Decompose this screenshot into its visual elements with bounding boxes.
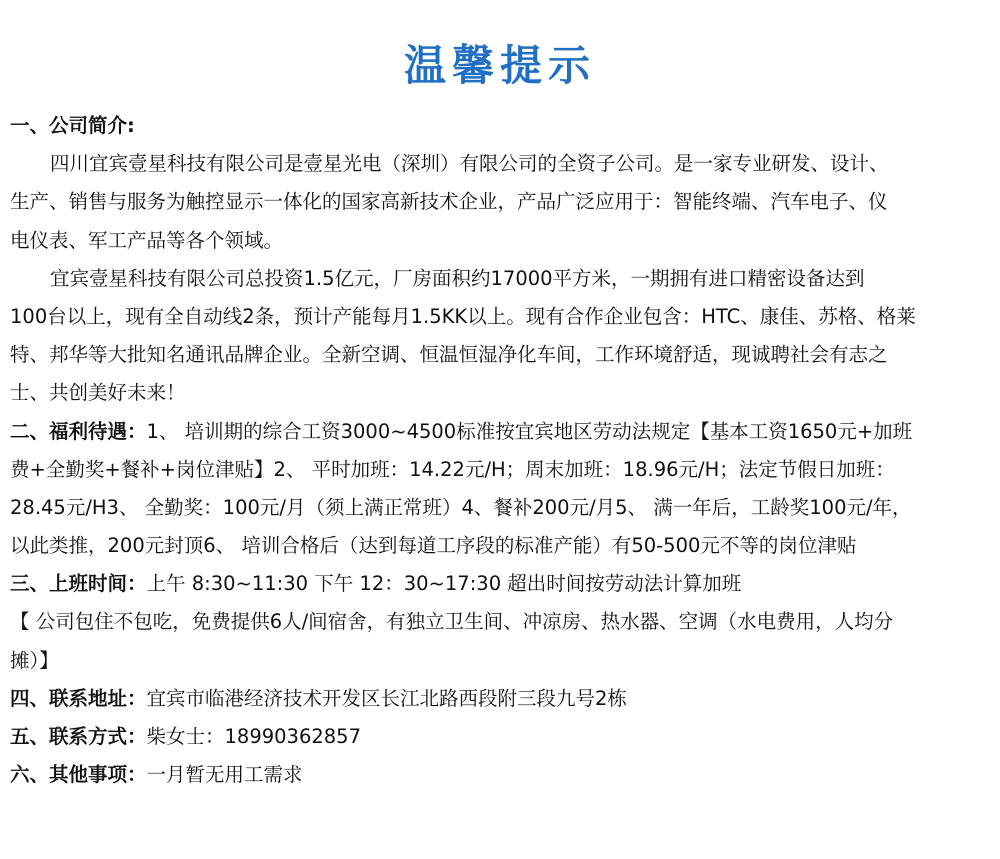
housing-line-1: 【 公司包住不包吃，免费提供6人/间宿舍，有独立卫生间、冲凉房、热水器、空调（水电费用，人均分	[10, 610, 894, 634]
intro-p2-line-1: 宜宾壹星科技有限公司总投资1.5亿元，厂房面积约17000平方米，一期拥有进口精密设备达到	[50, 266, 865, 290]
intro-p2-line-4: 士、共创美好未来！	[10, 381, 186, 405]
other-line	[10, 756, 995, 794]
contact-heading: 五、联系方式：	[10, 725, 147, 748]
address-heading: 四、联系地址：	[10, 686, 147, 710]
intro-heading: 一、公司简介:	[10, 114, 135, 137]
benefits-line-2: 费+全勤奖+餐补+岗位津贴】2、 平时加班：14.22元/H；周末加班：18.96元/H；法定节假日加班：	[10, 457, 895, 481]
contact-text: 柴女士：18990362857	[146, 725, 361, 748]
intro-p1-line-2: 生产、销售与服务为触控显示一体化的国家高新技术企业，产品广泛应用于：智能终端、汽车电子、仪	[10, 190, 888, 214]
contact-line	[10, 718, 995, 756]
address-text: 宜宾市临港经济技术开发区长江北路西段附三段九号2栋	[146, 686, 627, 710]
other-text: 一月暂无用工需求	[146, 763, 303, 787]
notice-title: 温馨提示	[403, 41, 596, 90]
notice-content	[10, 107, 995, 794]
other-heading: 六、其他事项：	[10, 763, 147, 787]
intro-p2-line-3: 特、邦华等大批知名通讯品牌企业。全新空调、恒温恒湿净化车间，工作环境舒适，现诚聘社会有志之	[10, 343, 888, 367]
benefits-text-1: 1、 培训期的综合工资3000~4500标准按宜宾地区劳动法规定【基本工资1650元+加班	[146, 419, 913, 443]
housing-line-2: 摊）】	[10, 648, 59, 672]
intro-p1-line-3: 电仪表、军工产品等各个领域。	[10, 228, 284, 252]
benefits-line-1	[10, 413, 995, 451]
benefits-line-4: 以此类推，200元封顶6、 培训合格后（达到每道工序段的标准产能）有50-500元不等的岗位津贴	[10, 534, 857, 558]
hours-line	[10, 565, 995, 603]
address-line	[10, 680, 995, 718]
intro-p1-line-1: 四川宜宾壹星科技有限公司是壹星光电（深圳）有限公司的全资子公司。是一家专业研发、设计、	[50, 152, 889, 176]
benefits-line-3: 28.45元/H3、 全勤奖：100元/月（须上满正常班）4、餐补200元/月5、 满一年后，工龄奖100元/年，	[10, 495, 912, 519]
benefits-heading: 二、福利待遇：	[10, 419, 147, 443]
hours-text: 上午 8:30~11:30 下午 12：30~17:30 超出时间按劳动法计算加班	[146, 572, 742, 596]
intro-p2-line-2: 100台以上，现有全自动线2条，预计产能每月1.5KK以上。现有合作企业包含：HTC、康佳、苏格、格莱	[10, 304, 916, 328]
hours-heading: 三、上班时间：	[10, 572, 147, 596]
